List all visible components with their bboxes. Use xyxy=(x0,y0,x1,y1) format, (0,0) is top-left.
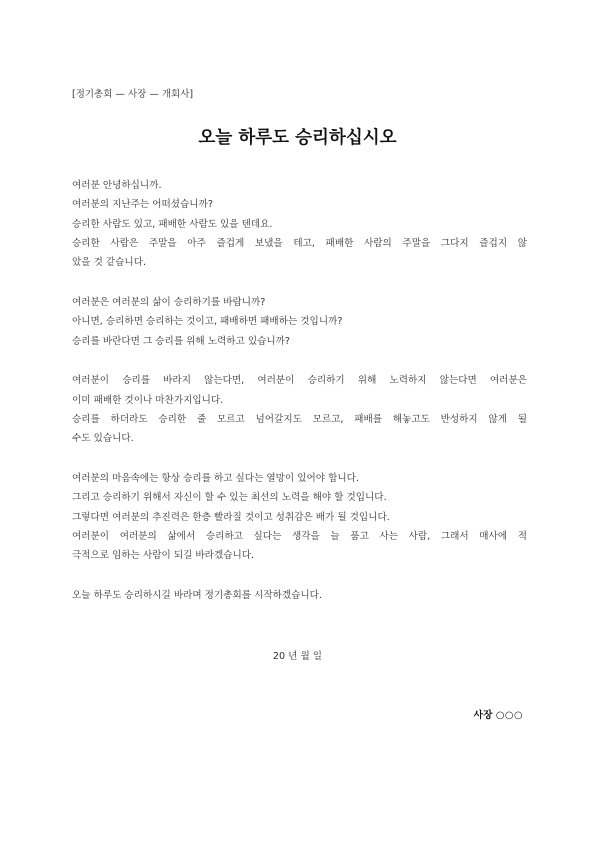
speech-line: 승리한 사람도 있고, 패배한 사람도 있을 텐데요. xyxy=(72,218,273,230)
speech-line: 여러분은 여러분의 삶이 승리하기를 바랍니까? xyxy=(72,296,266,308)
speech-line: 오늘 하루도 승리하시길 바라며 정기총회를 시작하겠습니다. xyxy=(72,590,322,602)
speech-line: 승리를 하더라도 승리한 줄 모르고 넘어갈지도 모르고, 패배를 해놓고도 반성하지 않게 될 xyxy=(72,413,527,425)
speech-line: 여러분의 마음속에는 항상 승리를 하고 싶다는 열망이 있어야 합니다. xyxy=(72,473,359,485)
speech-line: 이미 패배한 것이나 마찬가지입니다. xyxy=(72,394,224,406)
speech-line: 여러분이 여러분의 삶에서 승리하고 싶다는 생각을 늘 품고 사는 사람, 그래서 매사에 적 xyxy=(72,530,527,542)
date-line: 20 년 월 일 xyxy=(272,651,323,662)
document-category-tag: [정기총회 — 사장 — 개회사] xyxy=(72,89,194,100)
speech-line: 아니면, 승리하면 승리하는 것이고, 패배하면 패배하는 것입니까? xyxy=(72,316,343,328)
speech-body xyxy=(72,176,527,626)
speech-paragraph xyxy=(72,371,527,448)
page-title: 오늘 하루도 승리하십시오 xyxy=(198,128,397,148)
speech-line: 승리한 사람은 주말을 아주 즐겁게 보냈을 테고, 패배한 사람의 주말을 그다지 즐겁지 않 xyxy=(72,237,527,249)
signature-name-placeholder: ○○○ xyxy=(495,710,523,721)
signature-block xyxy=(473,707,523,721)
speech-line: 극적으로 임하는 사람이 되길 바라겠습니다. xyxy=(72,550,255,562)
speech-paragraph xyxy=(72,176,527,272)
speech-line: 았을 것 같습니다. xyxy=(72,257,147,269)
speech-line: 여러분이 승리를 바라지 않는다면, 여러분이 승리하기 위해 노력하지 않는다면 여러분은 xyxy=(72,375,527,387)
speech-line: 여러분 안녕하십니까. xyxy=(72,180,162,191)
signature-role: 사장 xyxy=(473,710,493,721)
speech-paragraph xyxy=(72,586,527,605)
speech-line: 승리를 바란다면 그 승리를 위해 노력하고 있습니까? xyxy=(72,335,291,347)
speech-paragraph xyxy=(72,293,527,351)
speech-line: 수도 있습니다. xyxy=(72,433,134,445)
speech-line: 그리고 승리하기 위해서 자신이 할 수 있는 최선의 노력을 해야 할 것입니다. xyxy=(72,492,387,504)
speech-line: 그렇다면 여러분의 추진력은 한층 빨라질 것이고 성취감은 배가 될 것입니다. xyxy=(72,511,390,523)
speech-paragraph xyxy=(72,469,527,565)
speech-line: 여러분의 지난주는 어떠셨습니까? xyxy=(72,199,213,211)
